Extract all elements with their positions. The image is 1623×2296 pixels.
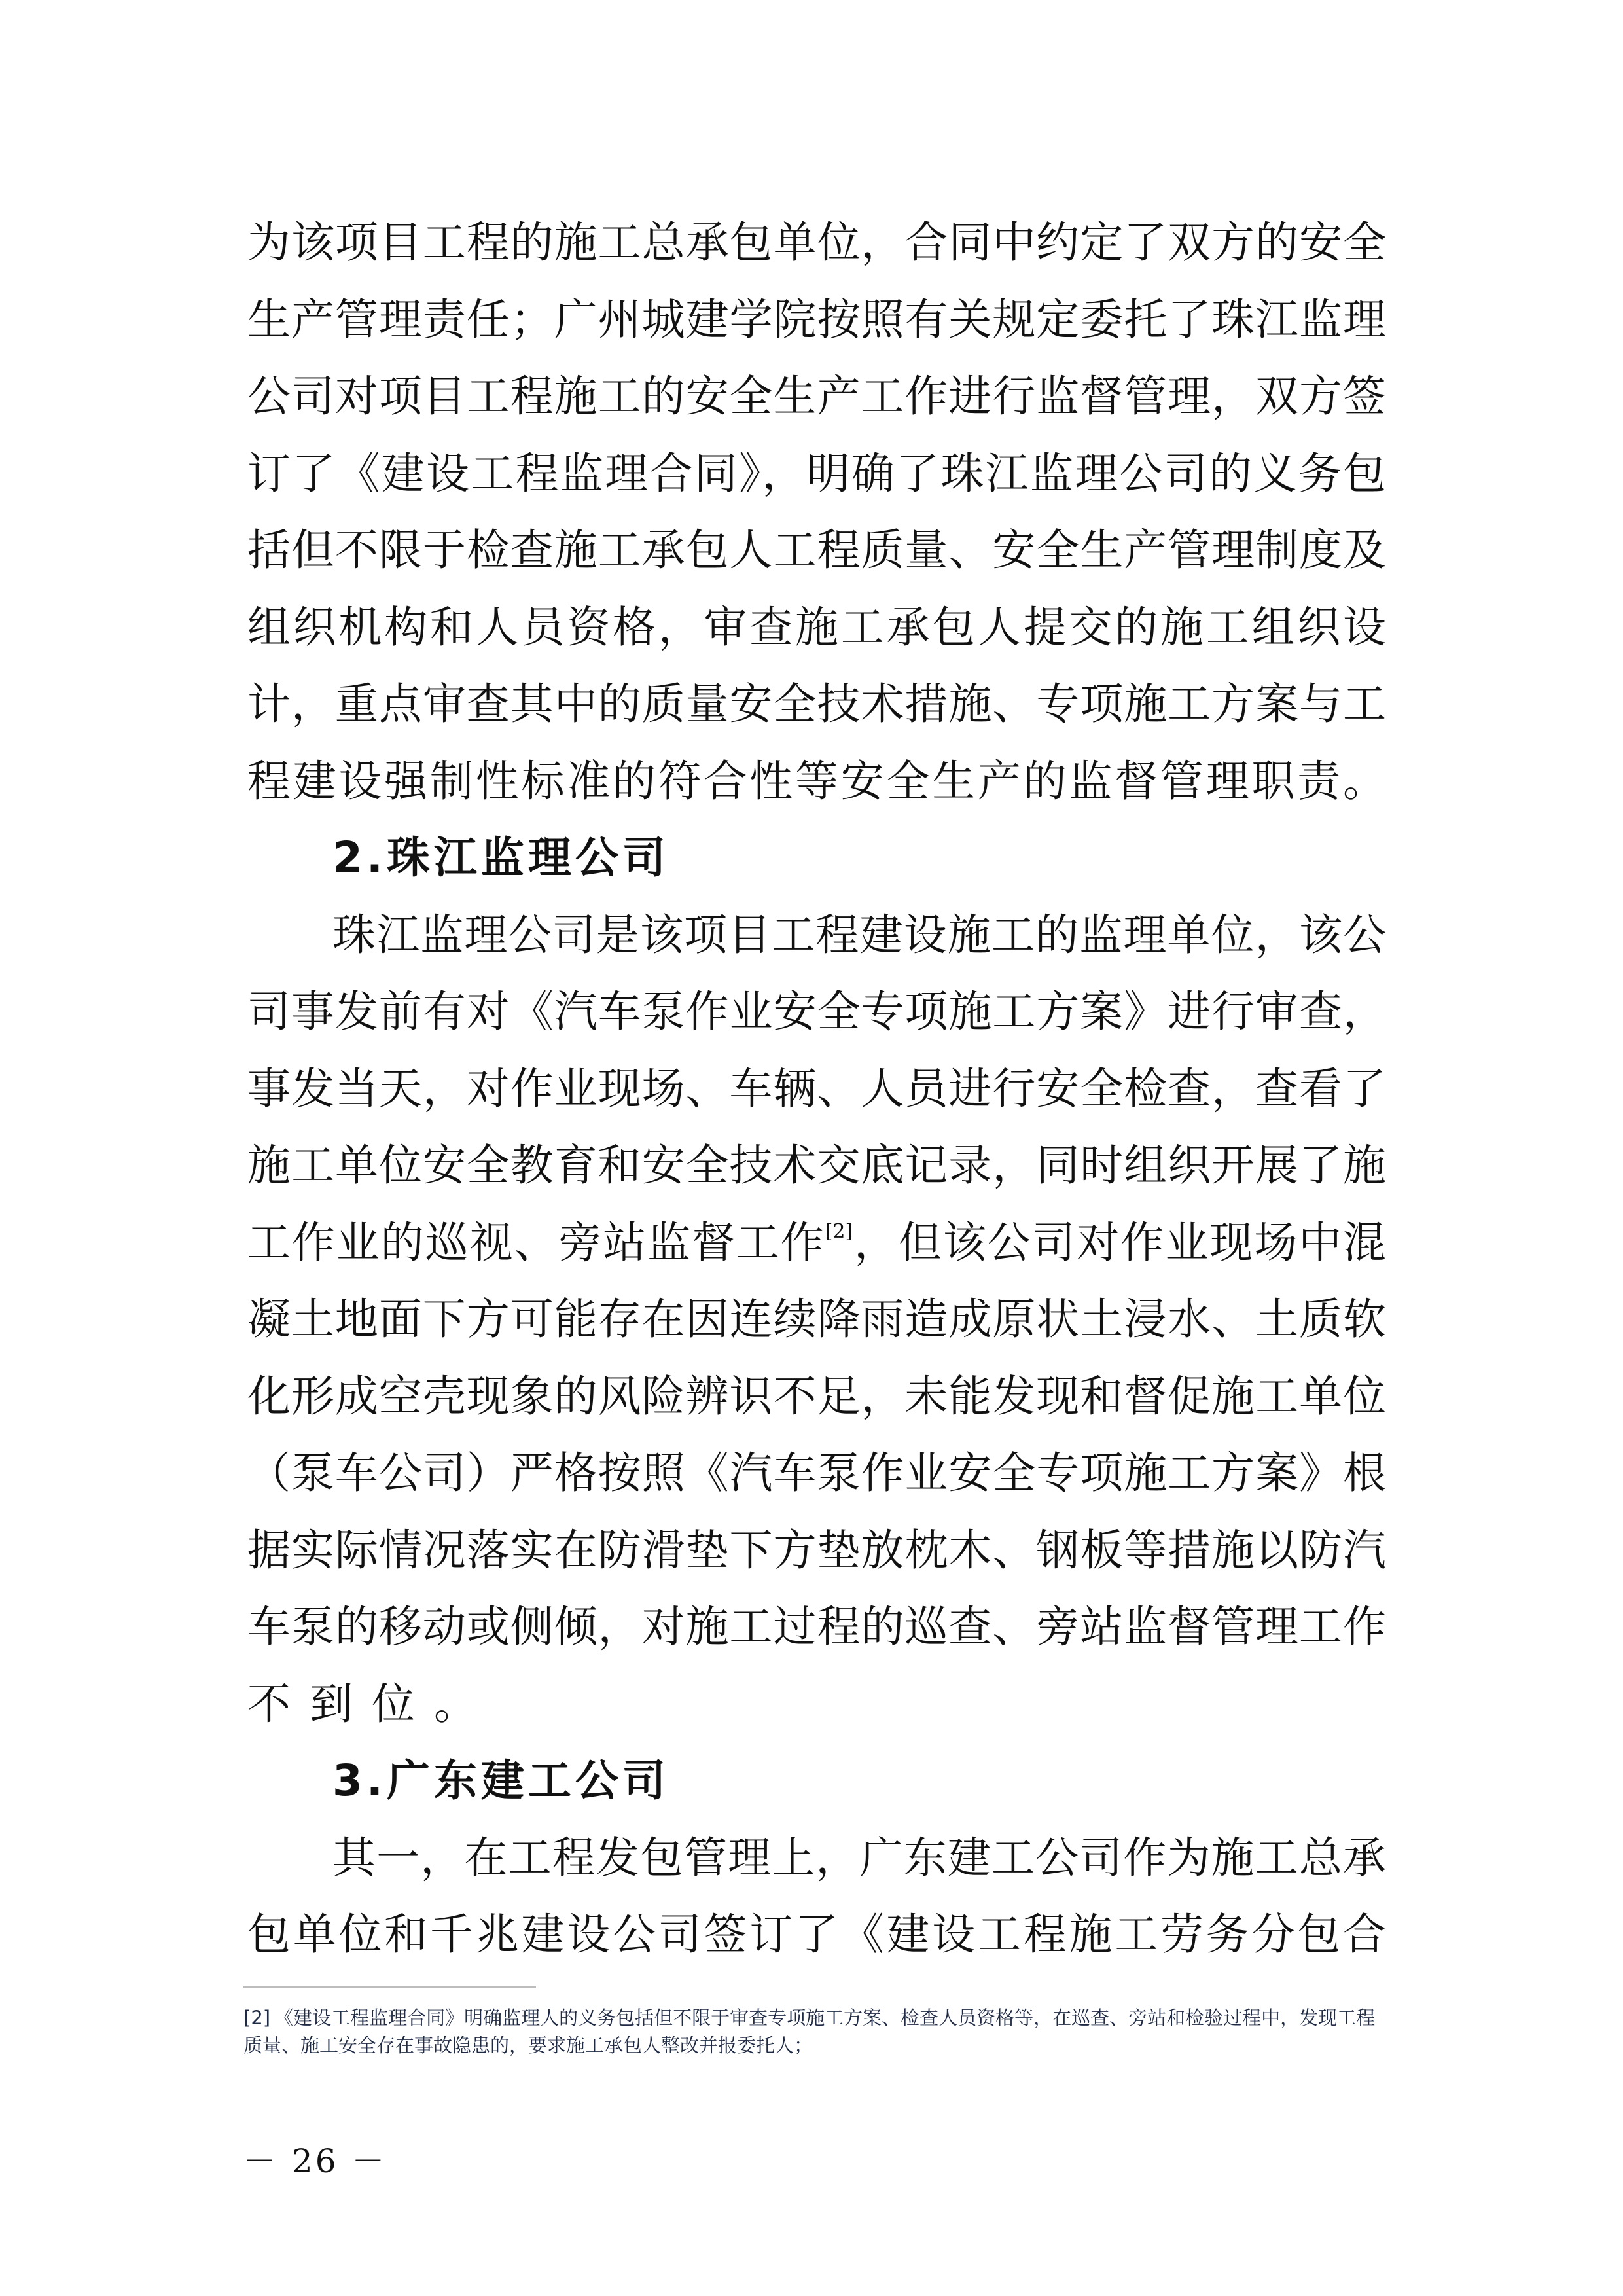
footnote-separator (243, 1986, 536, 1988)
section-heading-guangdong: 3.广东建工公司 (332, 1755, 669, 1806)
text-line: 包单位和千兆建设公司签订了《建设工程施工劳务分包合 (247, 1909, 1386, 1960)
text-line: 括但不限于检查施工承包人工程质量、安全生产管理制度及 (247, 525, 1386, 575)
text-line: 程建设强制性标准的符合性等安全生产的监督管理职责。 (247, 755, 1386, 806)
text-line: 不到位。 (247, 1678, 496, 1729)
text-line: 公司对项目工程施工的安全生产工作进行监督管理，双方签 (247, 371, 1386, 422)
text-segment: 工作业的巡视、旁站监督工作 (247, 1217, 825, 1268)
footnote-mark: [2] (243, 2007, 271, 2029)
text-line: 计，重点审查其中的质量安全技术措施、专项施工方案与工 (247, 679, 1386, 729)
footnote-text: 《建设工程监理合同》明确监理人的义务包括但不限于审查专项施工方案、检查人员资格等，在巡查、旁站和检验过程中，发现工程质量、施工安全存在事故隐患的，要求施工承包人整改并报委托人； (243, 2007, 1376, 2056)
page-number: － 26 － (243, 2142, 387, 2180)
text-line: 据实际情况落实在防滑垫下方垫放枕木、钢板等措施以防汽 (247, 1524, 1386, 1575)
footnote-reference[interactable]: [2] (825, 1219, 853, 1243)
text-line: 车泵的移动或侧倾，对施工过程的巡查、旁站监督管理工作 (247, 1602, 1386, 1652)
text-line: （泵车公司）严格按照《汽车泵作业安全专项施工方案》根 (247, 1448, 1386, 1498)
text-line: 事发当天，对作业现场、车辆、人员进行安全检查，查看了 (247, 1063, 1386, 1114)
text-segment: ，但该公司对作业现场中混 (853, 1217, 1387, 1268)
text-line: 组织机构和人员资格，审查施工承包人提交的施工组织设 (247, 601, 1386, 653)
text-line: 订了《建设工程监理合同》，明确了珠江监理公司的义务包 (247, 448, 1386, 499)
text-line: 凝土地面下方可能存在因连续降雨造成原状土浸水、土质软 (247, 1294, 1386, 1344)
text-line: 为该项目工程的施工总承包单位，合同中约定了双方的安全 (247, 217, 1386, 268)
text-line: 司事发前有对《汽车泵作业安全专项施工方案》进行审查， (247, 986, 1386, 1037)
text-line-with-footnote (247, 1204, 1386, 1282)
paragraph-first-line: 珠江监理公司是该项目工程建设施工的监理单位，该公 (332, 909, 1386, 960)
footnote (243, 2004, 1382, 2059)
text-line: 施工单位安全教育和安全技术交底记录，同时组织开展了施 (247, 1140, 1386, 1191)
section-heading-zhujiang: 2.珠江监理公司 (332, 833, 669, 883)
text-line: 化形成空壳现象的风险辨识不足，未能发现和督促施工单位 (247, 1371, 1386, 1422)
text-line: 生产管理责任；广州城建学院按照有关规定委托了珠江监理 (247, 294, 1386, 345)
paragraph-first-line: 其一，在工程发包管理上，广东建工公司作为施工总承 (332, 1832, 1386, 1883)
body-text (247, 204, 1386, 1973)
